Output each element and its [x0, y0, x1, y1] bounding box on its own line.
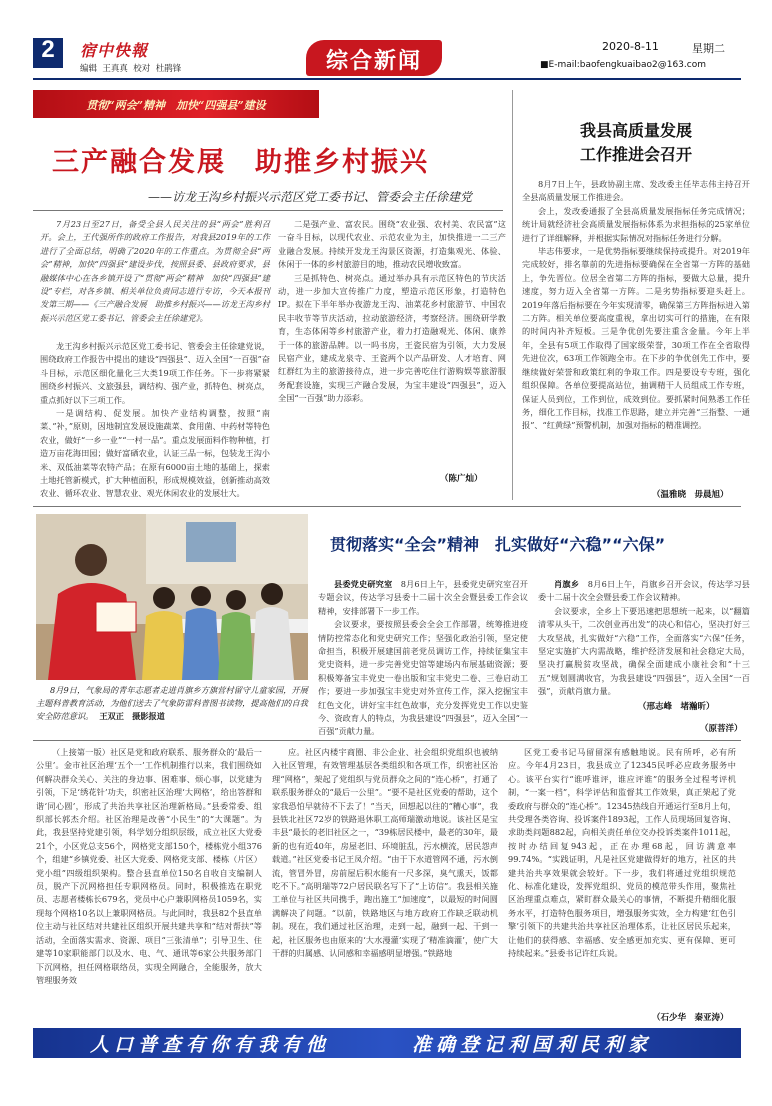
second-col1-lead: 县委党史研究室: [334, 579, 393, 589]
email-line: ■E-mail:baofengkuaibao2@163.com: [540, 60, 706, 70]
slogan-text: 贯彻“两会”精神 加快“四强县”建设: [86, 99, 266, 112]
footer-slogan-right: 准确登记利国利民利家: [412, 1034, 653, 1056]
lead-col2: [278, 218, 506, 470]
second-col2-para: 会议要求，全乡上下要迅速把思想统一起来，以“翻篇清零从头干，二次创业再出发”的决心和信心，坚决打好三大攻坚战，扎实做好“六稳”工作，全面落实“六保”任务，坚定实施扩大内需战略，维护经济发展和社会稳定大局，坚决打赢脱贫攻坚战，确保全面建成小康社会和“十三五”规划圆满收官，为我县建设“四强县”，迈入全国“一百强”，贡献肖旗力量。: [538, 605, 750, 697]
right-para: 会上，发改委通报了全县高质量发展指标任务完成情况；统计局就经济社会高质量发展指标体系为求担指标的25家单位进行了详细解释，并根据实际情况对指标任务进行分解。: [522, 205, 750, 243]
column-divider: [512, 90, 513, 500]
right-headline-line1: 我县高质量发展: [579, 121, 692, 140]
continued-col1-text: （上接第一版）社区是党和政府联系、服务群众的‘最后一公里’。金市社区治理‘五个一’工作机制推行以来，我们围绕如何解决群众关心、关注的身边事、困难事、烦心事，以党建为引领，下足‘绣花针’功夫，织密社区治理‘大网格’，给出答群和谐‘同心圆’，形成了共治共享社区治理新格局。”县委常委、组织部长郭杰介绍。社区治理是改善“小民生”的“大课题”。为此，我县坚持党建引领，科学划分组织层级，成立社区大党委21个，小区党总支56个，网格党支部150个，楼栋党小组376个，组建“乡镇党委、社区大党委、网格党支部、楼栋（片区）党小组”四级组织架构。整合县直单位150名自收自支编制人员，脱产下沉网格担任专职网格员。同时，积极推选在职党员、志愿者楼栋长679名，党员中心户兼职网格员1059名，实现每个网格10名以上兼职网格员。与此同时，我县82个县直单位主动与社区结对共建社区组织开展共建共享和“结对帮扶”等活动，全面落实需求、资源、项目“三张清单”；引导卫生、住建等10家职能部门以及水、电、气、通讯等6家公共服务部门下沉网格，担任网格联络员，实现全网融合，全能服务，放大管理服务效: [36, 747, 262, 985]
lead-col2-para: 二是强产业、富农民。围绕“农业强、农村美、农民富”这一奋斗目标，以现代农业、示范农业为主，加快推进一二三产业融合发展。持续开发龙王沟景区资源，打造集观光、体验、休闲于一体的乡村旅游目的地，推动农民增收致富。: [278, 219, 506, 270]
photo-credit: 王双正 摄影报道: [99, 711, 165, 721]
continued-col2-text: 应。社区内楼宇商圈、非公企业、社会组织党组织也被纳入社区管理，有效管理基层各类组织和各项工作，织密社区治理“网格”，架起了党组织与党员群众之间的“连心桥”，打通了联系服务群众的“最后一公里”。“要不是社区党委的帮助，这个家我恐怕早就待不下去了！”当天，回想起以往的“糟心事”，我县铁北社区72岁的铁路退休职工高师瑞激动地说。该社区是宝丰县“最长的老旧社区之一，“39栋居民楼中，最老的30年，最新的也有近40年，房屋老旧、环境脏乱，污水横流，居民怨声载道。”社区党委书记王凤介绍。“由于下水道管网不通，污水倒流，管冒外冒，房前屋后积水能有一尺多深，臭气熏天，饭都吃不下。”高明瑞等72户居民联名写下了“上访信”。我县相关施工单位与社区共同携手，跑出施工“加速度”，以最短的时间圆满解决了问题。“以前，铁路地区与地方政府工作缺乏联动机制。现在，我们通过社区治理，走到一起，融到一起、干到一起，社区服务也由原来的‘大水漫灌’实现了‘精准滴灌’，使广大干群的归属感、认同感和幸福感明显增强。”铁路地: [272, 747, 498, 959]
second-headline: 贯彻落实“全会”精神 扎实做好“六稳”“六保”: [330, 535, 666, 554]
right-para: 8月7日上午，县政协副主席、发改委主任毕志伟主持召开全县高质量发展工作推进会。: [522, 179, 750, 203]
second-col2-para: 8月6日上午，肖旗乡召开会议，传达学习县委十二届十次全会暨县委工作会议精神。: [538, 579, 750, 603]
continued-col1: [36, 746, 262, 1016]
photo-caption: [36, 684, 308, 723]
right-byline: （温雅晓 毋晨旭）: [652, 490, 729, 500]
continued-col3-text: 区党工委书记马留留深有感触地说。民有所呼，必有所应。今年4月23日，我县成立了12345民呼必应政务服务中心。该平台实行“谁呼谁评，谁应评谁”的服务全过程考评机制，“一案一档”，科学评估和监督其工作效果，真正架起了党委政府与群众的“连心桥”。12345热线自开通运行至8月上旬，共受理各类咨询、投诉案件1893起，工作人员现场回复咨询、求助类问题882起，向相关责任单位交办投诉类案件1011起，按时办结回复943起，正在办理68起，回访满意率99.74%。“实践证明，凡是社区党建做得好的地方，社区的共建共治共享效果就会较好。下一步，我们将通过党组织规范化、标准化建设，发挥党组织、党员的模范带头作用，聚焦社区治理重点难点，紧盯群众最关心的事情，不断提升精细化服务水平，打造特色服务项目，增强服务实效，全力构建‘红色引擎’引领下的共建共治共享社区治理体系，让社区居民乐起来，让他们的获得感、幸福感、安全感更加充实、更有保障、更可持续起来。”县委书记许红兵说。: [508, 747, 736, 959]
page-number: 2: [41, 36, 55, 63]
editors-line: 编辑 王真真 校对 杜鹃锋: [80, 64, 182, 74]
lead-col2-para: 三是抓特色、树亮点。通过举办具有示范区特色的节庆活动，进一步加大宣传推广力度，塑造示范区形象，打造特色IP。拟在下半年举办夜游龙王沟、油菜花乡村旅游节、中国农民丰收节等节庆活动，拉动旅游经济，考察经济。围绕研学教育，生态体闲等乡村旅游产业，着力打造融观光、体闲、康养于一体的旅游品牌。以一吗书房，王瓷民宿为引领，大力发展民宿产业，建成龙泉寺、王瓷两个以产品研发、人才培育、网红群红为主的旅游接待点，进一步完善吃住行游购娱等旅游服务配套设施，实现三产融合发展，为宝丰建设“四强县”，迈入全国“一百强”助力添彩。: [278, 272, 506, 404]
lead-byline: （陈广灿）: [440, 474, 483, 484]
lead-rule: [33, 210, 503, 211]
right-article-body: [522, 178, 750, 483]
second-col1-byline: （邢志峰 堵瀚昕）: [638, 702, 715, 712]
lead-col1: [40, 340, 270, 499]
masthead-rule: [33, 78, 741, 80]
lead-col1-para: 龙王沟乡村振兴示范区党工委书记、管委会主任徐建党说，围绕政府工作报告中提出的建设“四强县”、迈入全国“一百强”奋斗目标，示范区细化量化三大类19项工作任务。下一步将紧紧围绕乡村振兴、文旅强县，调结构、强产业，抓特色、树亮点，重点抓好以下三项工作。: [40, 341, 270, 405]
photo-caption-text: 8月9日，气象局的青年志愿者走进肖旗乡方旗营村留守儿童家园，开展主题科普教育活动，为他们送去了气象防雷科普图书读物，提高他们的自我安全防范意识。: [36, 685, 308, 721]
second-col1-para: 会议要求，要按照县委会全会工作部署，统筹推进疫情防控常态化和党史研究工作；坚强化政治引领，坚定使命担当，积极开展建国前老党员调访工作，持续征集宝丰党史资料，进一步完善党史馆等建场内布展基础资源；要积极筹备宝丰党史一卷出版和宝丰党史二卷、三卷启动工作；要进一步加强宝丰党史对外宣传工作，深入挖掘宝丰红色文化，讲好宝丰红色故事，充分发挥党史工作以史鉴今、资政育人的特点，为我县建设“四强县”，迈入全国“一百强”贡献力量。: [318, 619, 528, 737]
continued-byline: （石少华 秦亚涛）: [652, 1013, 729, 1023]
second-col2-lead: 肖旗乡: [554, 579, 580, 589]
right-headline-line2: 工作推进会召开: [579, 145, 692, 164]
second-col2-byline: （原菩洋）: [700, 724, 743, 734]
lead-col1-para: 一是调结构、促发展。加快产业结构调整，按照“南菜、”补，”原则，因地制宜发展设施蔬菜、食用菌、中药材等特色农业，做好“一乡一业”“一村一品”。重点发展面料作物种植，打造万亩花海田园；做好富硒农业，认证三品一标，包装龙王沟小米、双低油菜等农特产品；在原有6000亩土地的基础上，探索土地托管新模式，扩大种植面积，形成规模效益，创新推动高效农业、循环农业、智慧农业、观光休闲农业的发展壮大。: [40, 408, 270, 499]
right-para: 毕志伟要求，一是优势指标要继续保持或提升。对2019年完成较好，排名靠前的先进指标要确保在全省第一方阵的基础上，争先晋位。位居全省第二方阵的指标，要做大总量，提升速度，努力迈入全省第一方阵。二是劣势指标要迎头赶上。2019年落后指标要在今年实现清零，确保第三方阵指标进入第二方阵。相关单位要高度重视，拿出切实可行的措施，在有限的时间内补齐短板。三是争优创先要注重含金量。今年上半年，全县有5项工作取得了国家级荣誉，30项工作在全省取得先进位次，63项工作领跑全市。在下步的争优创先工作中，要继续做好荣誉和政策红利的争取工作。四是要设专专班，强化组织保障。各单位要提高站位，抽调精干人员组成工作专班，保证人员到位，工作到位，成效到位。要抓紧时间熟悉工作任务，细化工作目标，找准工作思路，建立并完善“三指整、一通报”、“红黄绿”预警机制，加强对指标的精准调控。: [522, 246, 750, 431]
second-col1: [318, 578, 528, 737]
footer-slogan-left: 人口普查有你有我有他: [90, 1034, 331, 1056]
lead-intro-text: 7月23日至27日，备受全县人民关注的县“两会”胜利召开。会上，王代强所作的政府工作报告，对我县2019年的工作进行了全面总结，明确了2020年的工作重点。为贯彻全县“两会”精神，加快“四强县”建设步伐，按照县委、县政府要求，县融媒体中心在各乡镇开设了“贯彻“两会”精神 加快“四强县”建设”专栏，对各乡镇、相关单位负责同志进行专访，今天本报刊发第三期——《三产融合发展 助推乡村振兴——访龙王沟乡村振兴示范区党工委书记、管委会主任徐建党》。: [40, 219, 270, 323]
section-title: 综合新闻: [325, 49, 422, 74]
section-rule: [33, 506, 741, 507]
lower-section-rule: [33, 740, 741, 741]
lead-headline: 三产融合发展 助推乡村振兴: [52, 147, 429, 178]
lead-intro: [40, 218, 270, 338]
second-col2: [538, 578, 750, 697]
issue-date: 2020-8-11: [602, 40, 659, 53]
second-col1-para: 8月6日上午，县委党史研究室召开专题会议，传达学习县委十二届十次全会暨县委工作会议精神，安排部署下一步工作。: [318, 579, 528, 616]
continued-col2: [272, 746, 498, 1016]
lead-subhead: ——访龙王沟乡村振兴示范区党工委书记、管委会主任徐建党: [148, 190, 473, 204]
issue-weekday: 星期二: [692, 42, 725, 55]
photo-illustration: [36, 514, 308, 680]
paper-name-logo: 宿中快報: [80, 41, 149, 60]
news-photo: [36, 514, 308, 680]
continued-col3: [508, 746, 736, 1010]
